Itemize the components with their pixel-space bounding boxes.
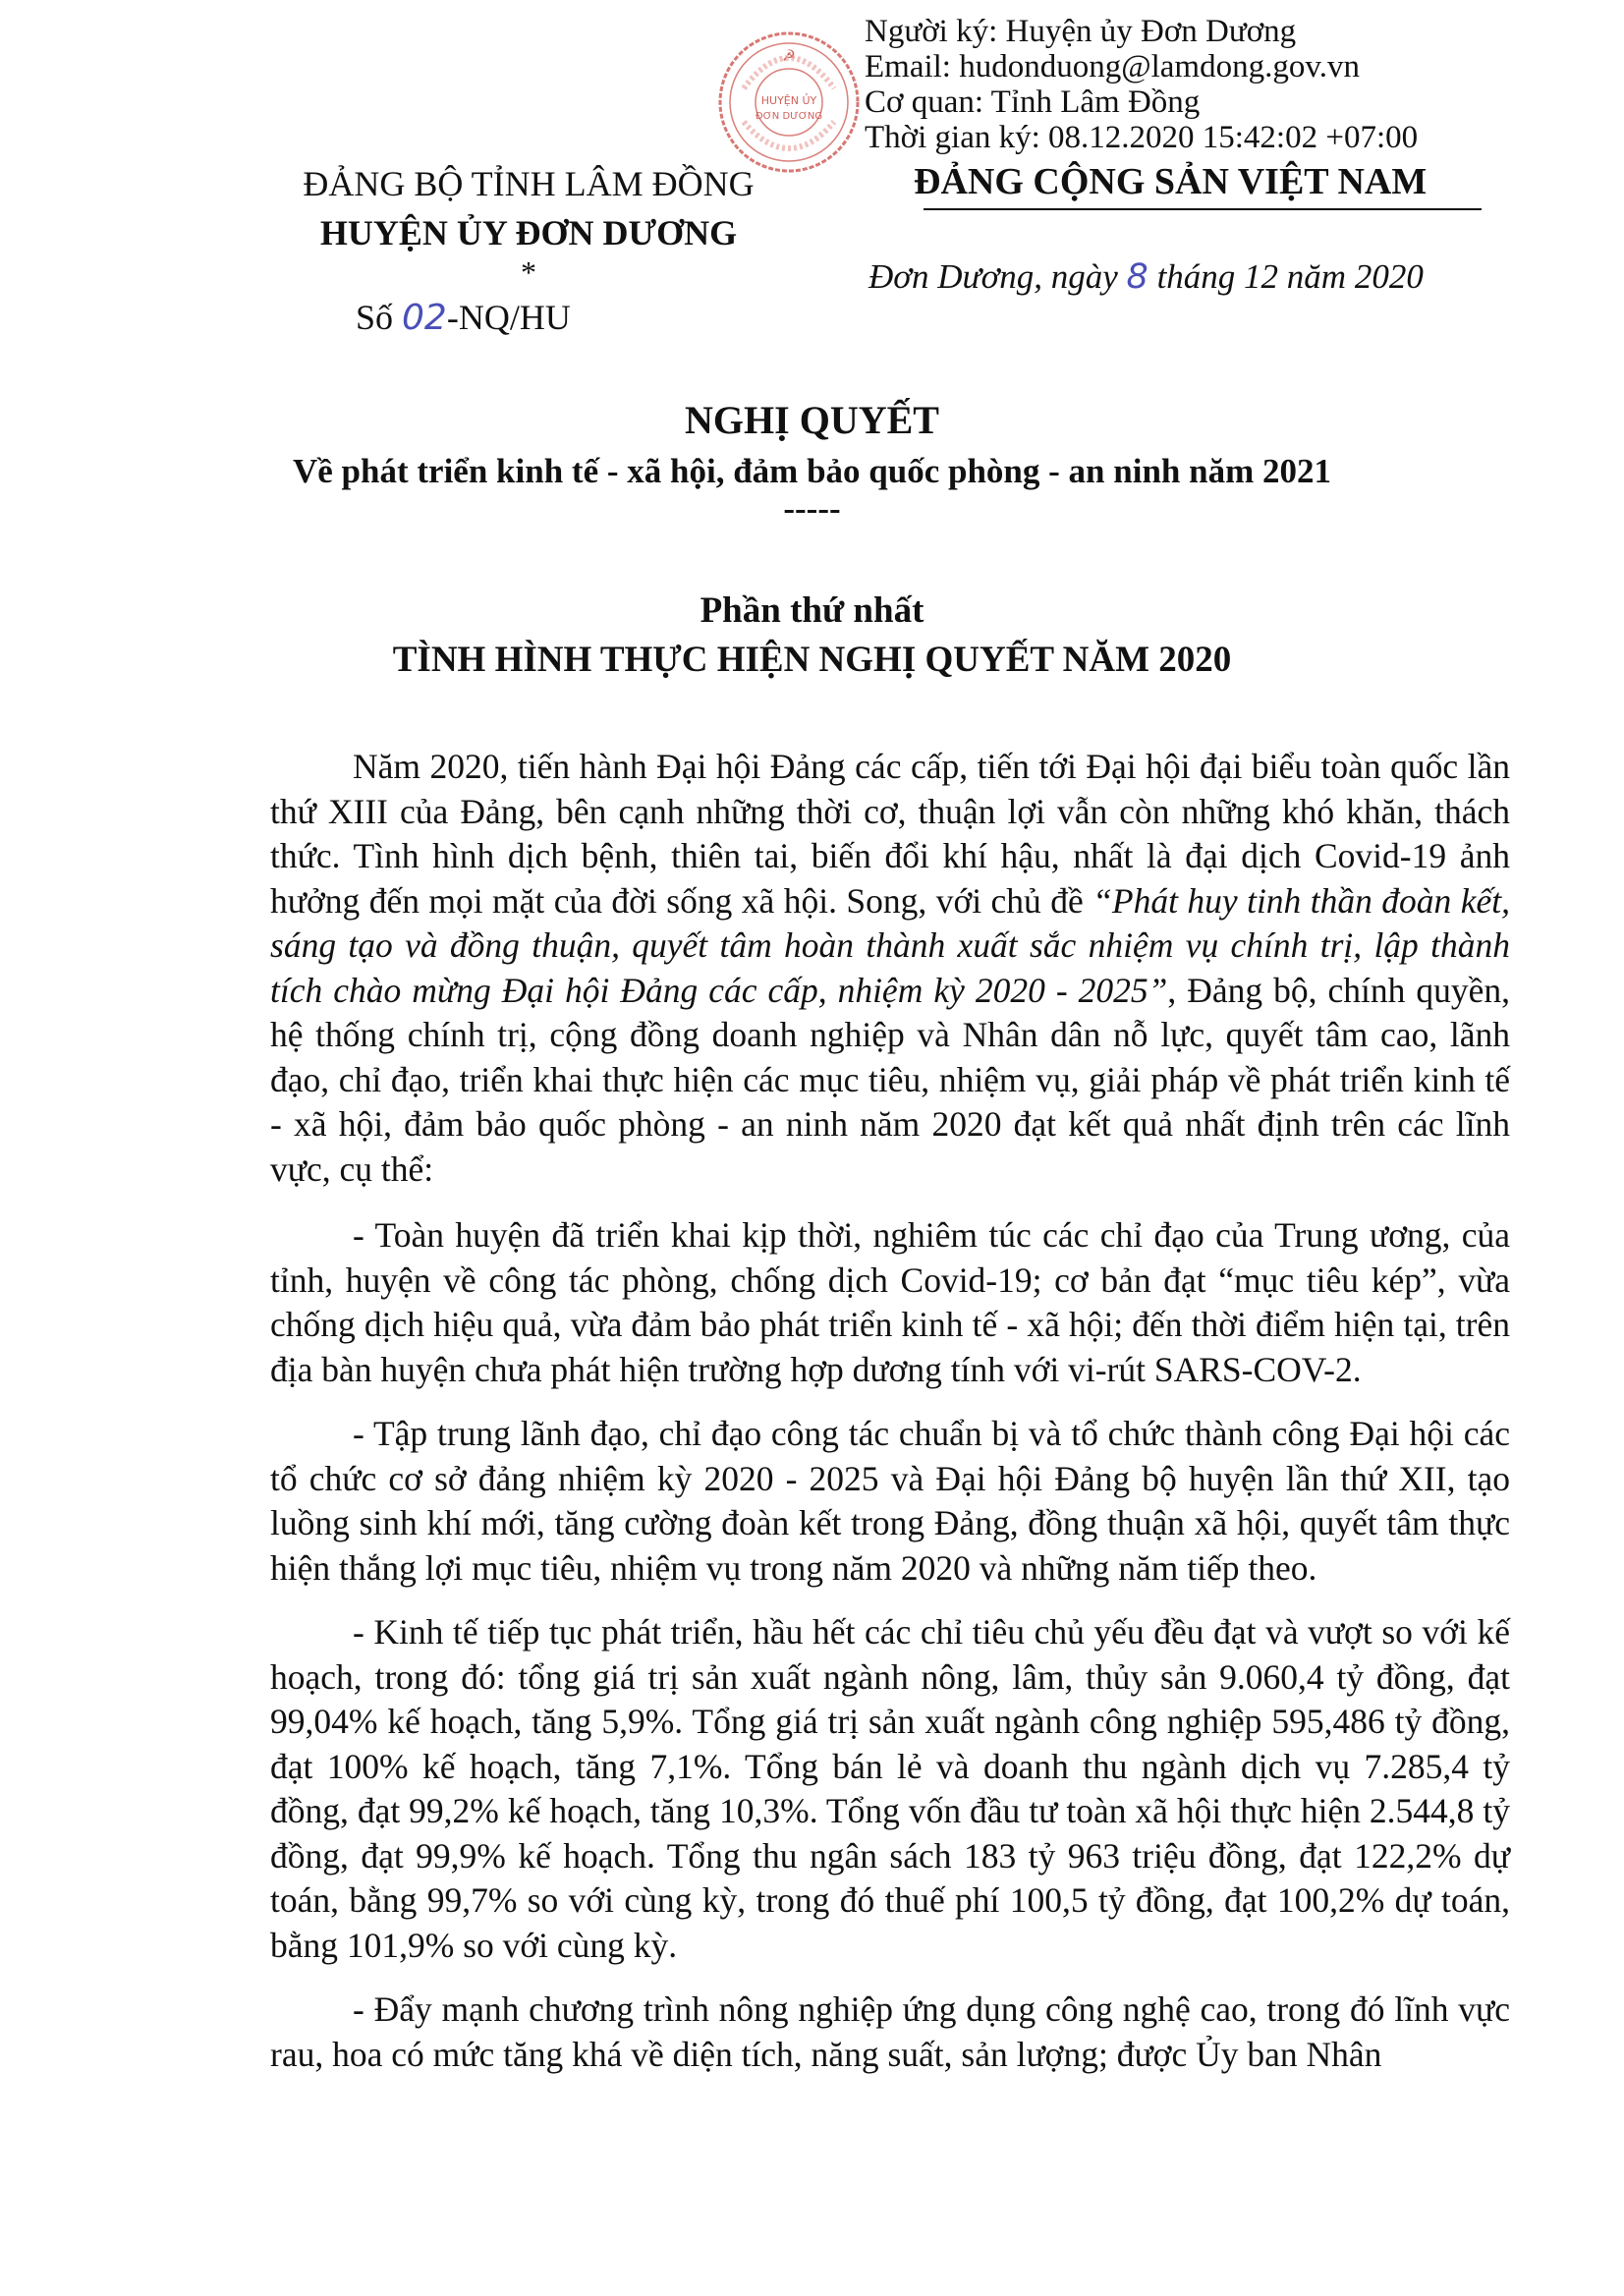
issuing-organization — [273, 159, 784, 290]
doc-number-suffix: -NQ/HU — [446, 298, 571, 337]
body-paragraph-3: - Tập trung lãnh đạo, chỉ đạo công tác chuẩn bị và tổ chức thành công Đại hội các tổ chức cơ sở đảng nhiệm kỳ 2020 - 2025 và Đại hội Đảng bộ huyện lần thứ XII, tạo luồng sinh khí mới, tăng cường đoàn kết trong Đảng, đồng thuận xã hội, quyết tâm thực hiện thắng lợi mục tiêu, nhiệm vụ trong năm 2020 và những năm tiếp theo. — [270, 1414, 1510, 1588]
document-number — [356, 297, 571, 338]
party-name-underline — [924, 208, 1482, 210]
party-name-heading: ĐẢNG CỘNG SẢN VIỆT NAM — [914, 161, 1428, 202]
seal-center-line2: ĐƠN DƯƠNG — [755, 111, 823, 122]
signature-time: Thời gian ký: 08.12.2020 15:42:02 +07:00 — [865, 120, 1419, 155]
body-paragraph-1 — [270, 745, 1510, 1192]
body-paragraph-4: - Kinh tế tiếp tục phát triển, hầu hết các chỉ tiêu chủ yếu đều đạt và vượt so với kế hoạch, trong đó: tổng giá trị sản xuất ngành nông, lâm, thủy sản 9.060,4 tỷ đồng, đạt 99,04% kế hoạch, tăng 5,9%. Tổng giá trị sản xuất ngành công nghiệp 595,486 tỷ đồng, đạt 100% kế hoạch, tăng 7,1%. Tổng bán lẻ và doanh thu ngành dịch vụ 7.285,4 tỷ đồng, đạt 99,2% kế hoạch, tăng 10,3%. Tổng vốn đầu tư toàn xã hội thực hiện 2.544,8 tỷ đồng, đạt 99,9% kế hoạch. Tổng thu ngân sách 183 tỷ 963 triệu đồng, đạt 122,2% dự toán, bằng 99,7% so với cùng kỳ, trong đó thuế phí 100,5 tỷ đồng, đạt 100,2% dự toán, bằng 101,9% so với cùng kỳ. — [270, 1612, 1510, 1965]
section-part-label: Phần thứ nhất — [700, 590, 924, 631]
document-subtitle: Về phát triển kinh tế - xã hội, đảm bảo quốc phòng - an ninh năm 2021 — [292, 452, 1332, 490]
signature-agency: Cơ quan: Tỉnh Lâm Đồng — [865, 84, 1201, 120]
signature-signer: Người ký: Huyện ủy Đơn Dương — [865, 14, 1297, 49]
section-heading: TÌNH HÌNH THỰC HIỆN NGHỊ QUYẾT NĂM 2020 — [392, 640, 1232, 680]
title-separator: ----- — [783, 489, 841, 528]
date-prefix: Đơn Dương, ngày — [868, 257, 1127, 296]
p1-theme-quote: “Phát huy tinh thần đoàn kết, sáng tạo và đồng thuận, quyết tâm hoàn thành xuất sắc nhiệm vụ chính trị, lập thành tích chào mừng Đại hội Đảng các cấp, nhiệm kỳ 2020 - 2025” — [270, 880, 1510, 1010]
body-paragraph-5: - Đẩy mạnh chương trình nông nghiệp ứng dụng công nghệ cao, trong đó lĩnh vực rau, hoa có mức tăng khá về diện tích, năng suất, sản lượng; được Ủy ban Nhân — [270, 1989, 1510, 2074]
document-body — [270, 745, 1510, 2097]
body-paragraph-2: - Toàn huyện đã triển khai kịp thời, nghiêm túc các chỉ đạo của Trung ương, của tỉnh, huyện về công tác phòng, chống dịch Covid-19; cơ bản đạt “mục tiêu kép”, vừa chống dịch hiệu quả, vừa đảm bảo phát triển kinh tế - xã hội; đến thời điểm hiện tại, trên địa bàn huyện chưa phát hiện trường hợp dương tính với vi-rút SARS-COV-2. — [270, 1215, 1510, 1389]
org-provincial-committee: ĐẢNG BỘ TỈNH LÂM ĐỒNG — [303, 164, 755, 203]
org-star: * — [521, 254, 536, 290]
digital-signature-block — [865, 14, 1418, 155]
p1-text-after: , Đảng bộ, chính quyền, hệ thống chính trị, cộng đồng doanh nghiệp và Nhân dân nỗ lực, quyết tâm cao, lãnh đạo, chỉ đạo, triển khai thực hiện các mục tiêu, nhiệm vụ, giải pháp về phát triển kinh tế - xã hội, đảm bảo quốc phòng - an ninh năm 2020 đạt kết quả nhất định trên các lĩnh vực, cụ thể: — [270, 970, 1510, 1189]
date-suffix: tháng 12 năm 2020 — [1148, 257, 1424, 296]
doc-number-prefix: Số — [356, 298, 403, 337]
date-day-handwritten: 8 — [1126, 257, 1148, 297]
doc-number-handwritten: 02 — [402, 298, 447, 338]
org-district-committee: HUYỆN ỦY ĐƠN DƯƠNG — [319, 213, 738, 252]
seal-hammer-sickle-icon: ☭ — [781, 46, 797, 65]
party-seal-stamp — [714, 28, 864, 177]
p1-text-before: Năm 2020, tiến hành Đại hội Đảng các cấp, tiến tới Đại hội đại biểu toàn quốc lần thứ XIII của Đảng, bên cạnh những thời cơ, thuận lợi vẫn còn những khó khăn, thách thức. Tình hình dịch bệnh, thiên tai, biến đổi khí hậu, nhất là đại dịch Covid-19 ảnh hưởng đến mọi mặt của đời sống xã hội. Song, với chủ đề — [270, 747, 1510, 921]
signature-email: Email: hudonduong@lamdong.gov.vn — [865, 49, 1360, 84]
document-title: NGHỊ QUYẾT — [685, 398, 939, 442]
place-and-date — [868, 257, 1424, 297]
seal-center-line1: HUYỆN ỦY — [760, 94, 817, 107]
